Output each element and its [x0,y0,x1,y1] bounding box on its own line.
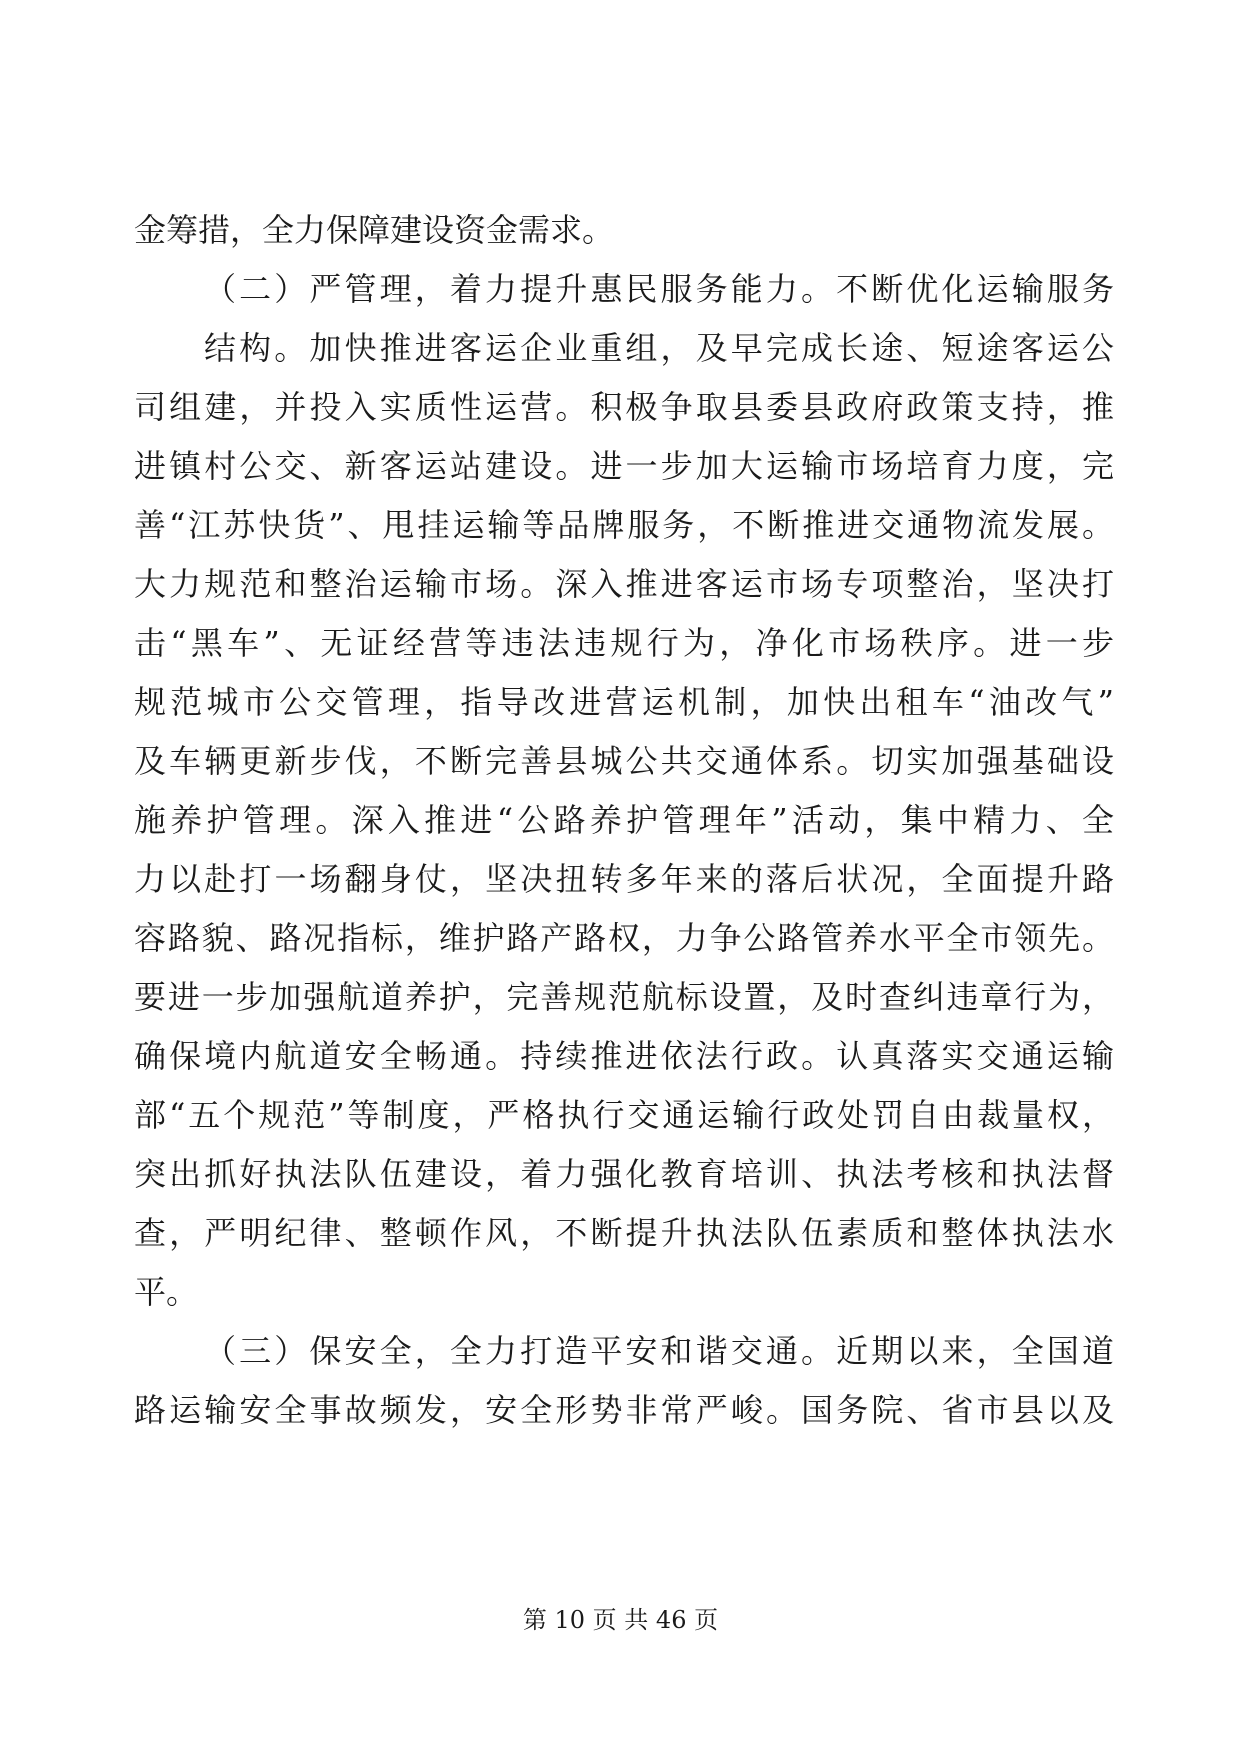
text-line: 金筹措，全力保障建设资金需求。 [134,211,615,249]
text-line: 容路貌、路况指标，维护路产路权，力争公路管养水平全市领先。 [134,919,1114,957]
text-line: 规范城市公交管理，指导改进营运机制，加快出租车“油改气” [134,683,1114,721]
text-line: 突出抓好执法队伍建设，着力强化教育培训、执法考核和执法督 [134,1155,1114,1193]
text-line: 确保境内航道安全畅通。持续推进依法行政。认真落实交通运输 [134,1037,1114,1075]
text-line: 善“江苏快货”、甩挂运输等品牌服务，不断推进交通物流发展。 [134,506,1114,544]
text-line: （三）保安全，全力打造平安和谐交通。近期以来，全国道 [204,1332,1114,1370]
text-line: 路运输安全事故频发，安全形势非常严峻。国务院、省市县以及 [134,1391,1114,1429]
page-footer: 第 10 页 共 46 页 [522,1606,719,1634]
text-line: 结构。加快推进客运企业重组，及早完成长途、短途客运公 [204,329,1114,367]
text-line: （二）严管理，着力提升惠民服务能力。不断优化运输服务 [204,270,1114,308]
text-line: 进镇村公交、新客运站建设。进一步加大运输市场培育力度，完 [134,447,1114,485]
text-line: 及车辆更新步伐，不断完善县城公共交通体系。切实加强基础设 [134,742,1114,780]
text-line: 力以赴打一场翻身仗，坚决扭转多年来的落后状况，全面提升路 [134,860,1114,898]
text-line: 部“五个规范”等制度，严格执行交通运输行政处罚自由裁量权， [134,1096,1114,1134]
text-line: 查，严明纪律、整顿作风，不断提升执法队伍素质和整体执法水 [134,1214,1114,1252]
text-line: 施养护管理。深入推进“公路养护管理年”活动，集中精力、全 [134,801,1114,839]
text-line: 司组建，并投入实质性运营。积极争取县委县政府政策支持，推 [134,388,1114,426]
text-line: 击“黑车”、无证经营等违法违规行为，净化市场秩序。进一步 [134,624,1114,662]
text-line: 大力规范和整治运输市场。深入推进客运市场专项整治，坚决打 [134,565,1114,603]
text-line: 平。 [134,1273,199,1311]
text-line: 要进一步加强航道养护，完善规范航标设置，及时查纠违章行为， [134,978,1114,1016]
